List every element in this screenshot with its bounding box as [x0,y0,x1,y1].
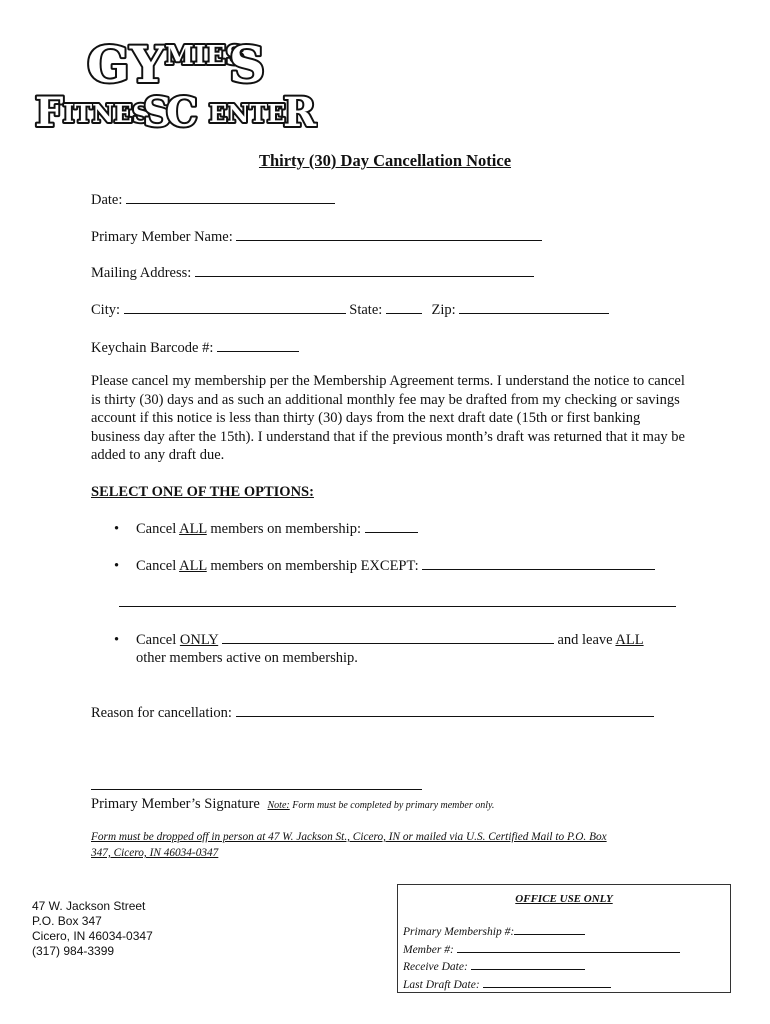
logo-c: C [166,89,198,130]
logo-mies: MIES [165,41,245,71]
barcode-label: Keychain Barcode #: [91,340,214,356]
option-3-line-2: other members active on membership. [136,650,358,666]
page-title: Thirty (30) Day Cancellation Notice [258,151,512,170]
drop-off-notice-line-2: 347, Cicero, IN 46034-0347 [91,847,219,859]
state-field[interactable] [386,300,422,314]
logo-r: R [283,89,317,130]
member-name-row [91,227,542,246]
office-member-label: Member #: [403,943,454,956]
signature-label: Primary Member’s Signature [91,796,260,812]
office-fields [403,923,680,993]
logo-s: S [229,35,266,94]
address-pobox: P.O. Box 347 [32,914,102,928]
reason-label: Reason for cancellation: [91,705,232,721]
city-state-zip-row [91,300,609,319]
date-label: Date: [91,192,123,208]
office-last-draft-date-field[interactable] [483,976,611,988]
bullet-icon: • [114,632,120,648]
office-primary-membership-row [403,923,680,941]
option-1-text-pre: Cancel [136,521,180,537]
logo-f: F [35,89,64,130]
option-1-field[interactable] [365,519,418,533]
office-receive-date-field[interactable] [471,958,585,970]
option-3-text-pre: Cancel [136,632,180,648]
option-cancel-only[interactable] [114,630,644,649]
barcode-row [91,338,299,357]
office-member-row [403,941,680,959]
address-city: Cicero, IN 46034-0347 [32,929,153,943]
options-heading: SELECT ONE OF THE OPTIONS: [91,484,314,500]
gym-address [32,899,153,959]
date-field[interactable] [126,190,335,204]
office-primary-membership-label: Primary Membership #: [403,926,515,938]
drop-off-notice-line-1: Form must be dropped off in person at 47 W. Jackson St., Cicero, IN or mailed via U.S. Certified Mail to P.O. Box [91,831,607,843]
mailing-address-field[interactable] [195,263,534,277]
city-field[interactable] [124,300,346,314]
zip-field[interactable] [459,300,609,314]
option-1-text-post: members on membership: [206,521,361,537]
office-last-draft-date-row [403,976,680,994]
date-row [91,190,335,209]
office-last-draft-date-label: Last Draft Date: [403,978,480,991]
city-label: City: [91,302,121,318]
state-label: State: [349,302,383,318]
option-cancel-all-except[interactable] [114,556,655,575]
logo-itnes: ITNES [63,99,150,128]
mailing-address-row [91,263,534,282]
address-phone: (317) 984-3399 [32,944,115,958]
member-name-label: Primary Member Name: [91,229,233,245]
office-use-box [397,884,731,993]
office-primary-membership-field[interactable] [514,923,585,935]
option-2-text-pre: Cancel [136,558,180,574]
option-2-field[interactable] [422,556,655,570]
logo [33,28,318,130]
option-3-field[interactable] [222,630,554,644]
option-1-all: ALL [179,521,207,537]
office-use-heading: OFFICE USE ONLY [515,893,613,905]
barcode-field[interactable] [217,338,299,352]
member-name-field[interactable] [236,227,542,241]
logo-s2: S [143,89,172,130]
option-3-text-mid: and leave [553,632,616,648]
office-receive-date-label: Receive Date: [403,961,468,973]
gymies-logo-graphic [33,28,318,130]
signature-row [91,795,494,815]
option-cancel-all[interactable] [114,519,418,538]
bullet-icon: • [114,558,120,574]
zip-label: Zip: [431,302,456,318]
signature-note-label: Note: [267,800,290,811]
signature-note-text: Form must be completed by primary member only. [289,800,495,811]
option-2-all: ALL [179,558,207,574]
signature-line[interactable] [91,789,422,790]
option-3-only: ONLY [179,632,219,648]
logo-gy: GY [87,35,166,94]
mailing-address-label: Mailing Address: [91,265,192,281]
office-receive-date-row [403,958,680,976]
logo-ente: ENTE [209,99,286,128]
option-2-text-post: members on membership EXCEPT: [206,558,419,574]
bullet-icon: • [114,521,120,537]
cancellation-terms-paragraph: Please cancel my membership per the Membership Agreement terms. I understand the notice to cancel is thirty (30) days and as such an additional monthly fee may be drafted from my checking or savings account if this notice is less than thirty (30) days from the next draft date (15th or first banking business day after the 15th). I understand that if the previous month’s draft was returned that it may be added to any draft due. [91,373,685,464]
office-member-field[interactable] [457,941,680,953]
option-3-all: ALL [615,632,644,648]
reason-field[interactable] [236,703,654,717]
option-2-continuation-line[interactable] [119,606,676,607]
address-street: 47 W. Jackson Street [32,899,146,913]
reason-row [91,703,654,722]
